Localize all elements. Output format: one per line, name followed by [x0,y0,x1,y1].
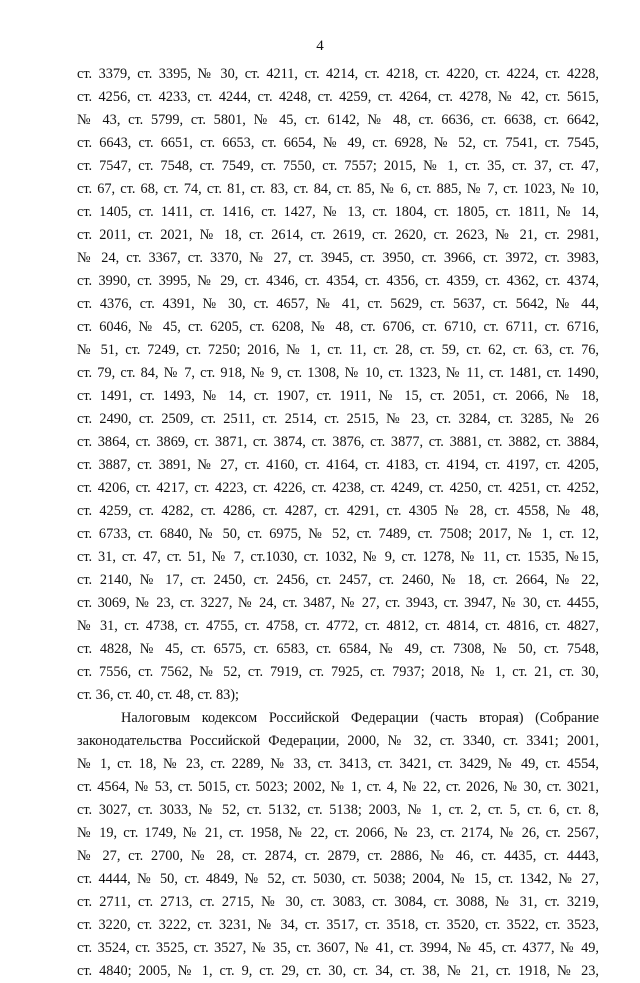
text-line: № 51, ст. 7249, ст. 7250; 2016, № 1, ст. 11, ст. 28, ст. 59, ст. 62, ст. 63, ст. 76, [77,342,599,358]
text-line: ст. 4206, ст. 4217, ст. 4223, ст. 4226, ст. 4238, ст. 4249, ст. 4250, ст. 4251, ст. 4252, [77,480,599,496]
text-line: ст. 3524, ст. 3525, ст. 3527, № 35, ст. 3607, № 41, ст. 3994, № 45, ст. 4377, № 49, [77,940,599,956]
text-line: № 31, ст. 4738, ст. 4755, ст. 4758, ст. 4772, ст. 4812, ст. 4814, ст. 4816, ст. 4827, [77,618,599,634]
text-line: ст. 2011, ст. 2021, № 18, ст. 2614, ст. 2619, ст. 2620, ст. 2623, № 21, ст. 2981, [77,227,599,243]
page-number: 4 [316,38,324,54]
text-line: № 19, ст. 1749, № 21, ст. 1958, № 22, ст. 2066, № 23, ст. 2174, № 26, ст. 2567, [77,825,599,841]
text-line: ст. 4444, № 50, ст. 4849, № 52, ст. 5030, ст. 5038; 2004, № 15, ст. 1342, № 27, [77,871,599,887]
text-line: ст. 2140, № 17, ст. 2450, ст. 2456, ст. 2457, ст. 2460, № 18, ст. 2664, № 22, [77,572,599,588]
text-line: № 1, ст. 18, № 23, ст. 2289, № 33, ст. 3413, ст. 3421, ст. 3429, № 49, ст. 4554, [77,756,599,772]
text-line: ст. 4840; 2005, № 1, ст. 9, ст. 29, ст. 30, ст. 34, ст. 38, № 21, ст. 1918, № 23, [77,963,599,979]
text-line: ст. 3887, ст. 3891, № 27, ст. 4160, ст. 4164, ст. 4183, ст. 4194, ст. 4197, ст. 4205, [77,457,599,473]
text-line: ст. 1491, ст. 1493, № 14, ст. 1907, ст. 1911, № 15, ст. 2051, ст. 2066, № 18, [77,388,599,404]
text-line: ст. 3379, ст. 3395, № 30, ст. 4211, ст. 4214, ст. 4218, ст. 4220, ст. 4224, ст. 4228, [77,66,599,82]
paragraph-first-line: Налоговым кодексом Российской Федерации (часть вторая) (Собрание [121,710,599,726]
text-line: ст. 6046, № 45, ст. 6205, ст. 6208, № 48, ст. 6706, ст. 6710, ст. 6711, ст. 6716, [77,319,599,335]
text-line: ст. 4259, ст. 4282, ст. 4286, ст. 4287, ст. 4291, ст. 4305 № 28, ст. 4558, № 48, [77,503,599,519]
text-line: ст. 7556, ст. 7562, № 52, ст. 7919, ст. 7925, ст. 7937; 2018, № 1, ст. 21, ст. 30, [77,664,599,680]
text-line: № 24, ст. 3367, ст. 3370, № 27, ст. 3945, ст. 3950, ст. 3966, ст. 3972, ст. 3983, [77,250,599,266]
text-line: ст. 3220, ст. 3222, ст. 3231, № 34, ст. 3517, ст. 3518, ст. 3520, ст. 3522, ст. 3523, [77,917,599,933]
text-line: ст. 3069, № 23, ст. 3227, № 24, ст. 3487, № 27, ст. 3943, ст. 3947, № 30, ст. 4455, [77,595,599,611]
text-line: ст. 2490, ст. 2509, ст. 2511, ст. 2514, ст. 2515, № 23, ст. 3284, ст. 3285, № 26 [77,411,599,427]
text-line: ст. 31, ст. 47, ст. 51, № 7, ст.1030, ст. 1032, № 9, ст. 1278, № 11, ст. 1535, №15, [77,549,599,565]
text-line: ст. 79, ст. 84, № 7, ст. 918, № 9, ст. 1308, № 10, ст. 1323, № 11, ст. 1481, ст. 1490, [77,365,599,381]
text-line: ст. 3864, ст. 3869, ст. 3871, ст. 3874, ст. 3876, ст. 3877, ст. 3881, ст. 3882, ст. 3884, [77,434,599,450]
text-line: ст. 2711, ст. 2713, ст. 2715, № 30, ст. 3083, ст. 3084, ст. 3088, № 31, ст. 3219, [77,894,599,910]
body-text [77,63,599,983]
text-line: ст. 67, ст. 68, ст. 74, ст. 81, ст. 83, ст. 84, ст. 85, № 6, ст. 885, № 7, ст. 1023, № 10, [77,181,599,197]
text-line: № 27, ст. 2700, № 28, ст. 2874, ст. 2879, ст. 2886, № 46, ст. 4435, ст. 4443, [77,848,599,864]
text-line: законодательства Российской Федерации, 2000, № 32, ст. 3340, ст. 3341; 2001, [77,733,599,749]
text-line: ст. 3027, ст. 3033, № 52, ст. 5132, ст. 5138; 2003, № 1, ст. 2, ст. 5, ст. 6, ст. 8, [77,802,599,818]
text-line: ст. 36, ст. 40, ст. 48, ст. 83); [77,687,240,703]
text-line: № 43, ст. 5799, ст. 5801, № 45, ст. 6142, № 48, ст. 6636, ст. 6638, ст. 6642, [77,112,599,128]
text-line: ст. 7547, ст. 7548, ст. 7549, ст. 7550, ст. 7557; 2015, № 1, ст. 35, ст. 37, ст. 47, [77,158,599,174]
text-line: ст. 3990, ст. 3995, № 29, ст. 4346, ст. 4354, ст. 4356, ст. 4359, ст. 4362, ст. 4374, [77,273,599,289]
text-line: ст. 4376, ст. 4391, № 30, ст. 4657, № 41, ст. 5629, ст. 5637, ст. 5642, № 44, [77,296,599,312]
text-line: ст. 6643, ст. 6651, ст. 6653, ст. 6654, № 49, ст. 6928, № 52, ст. 7541, ст. 7545, [77,135,599,151]
text-line: ст. 4564, № 53, ст. 5015, ст. 5023; 2002, № 1, ст. 4, № 22, ст. 2026, № 30, ст. 3021, [77,779,599,795]
text-line: ст. 4256, ст. 4233, ст. 4244, ст. 4248, ст. 4259, ст. 4264, ст. 4278, № 42, ст. 5615, [77,89,599,105]
text-line: ст. 4828, № 45, ст. 6575, ст. 6583, ст. 6584, № 49, ст. 7308, № 50, ст. 7548, [77,641,599,657]
text-line: ст. 1405, ст. 1411, ст. 1416, ст. 1427, № 13, ст. 1804, ст. 1805, ст. 1811, № 14, [77,204,599,220]
text-line: ст. 6733, ст. 6840, № 50, ст. 6975, № 52, ст. 7489, ст. 7508; 2017, № 1, ст. 12, [77,526,599,542]
